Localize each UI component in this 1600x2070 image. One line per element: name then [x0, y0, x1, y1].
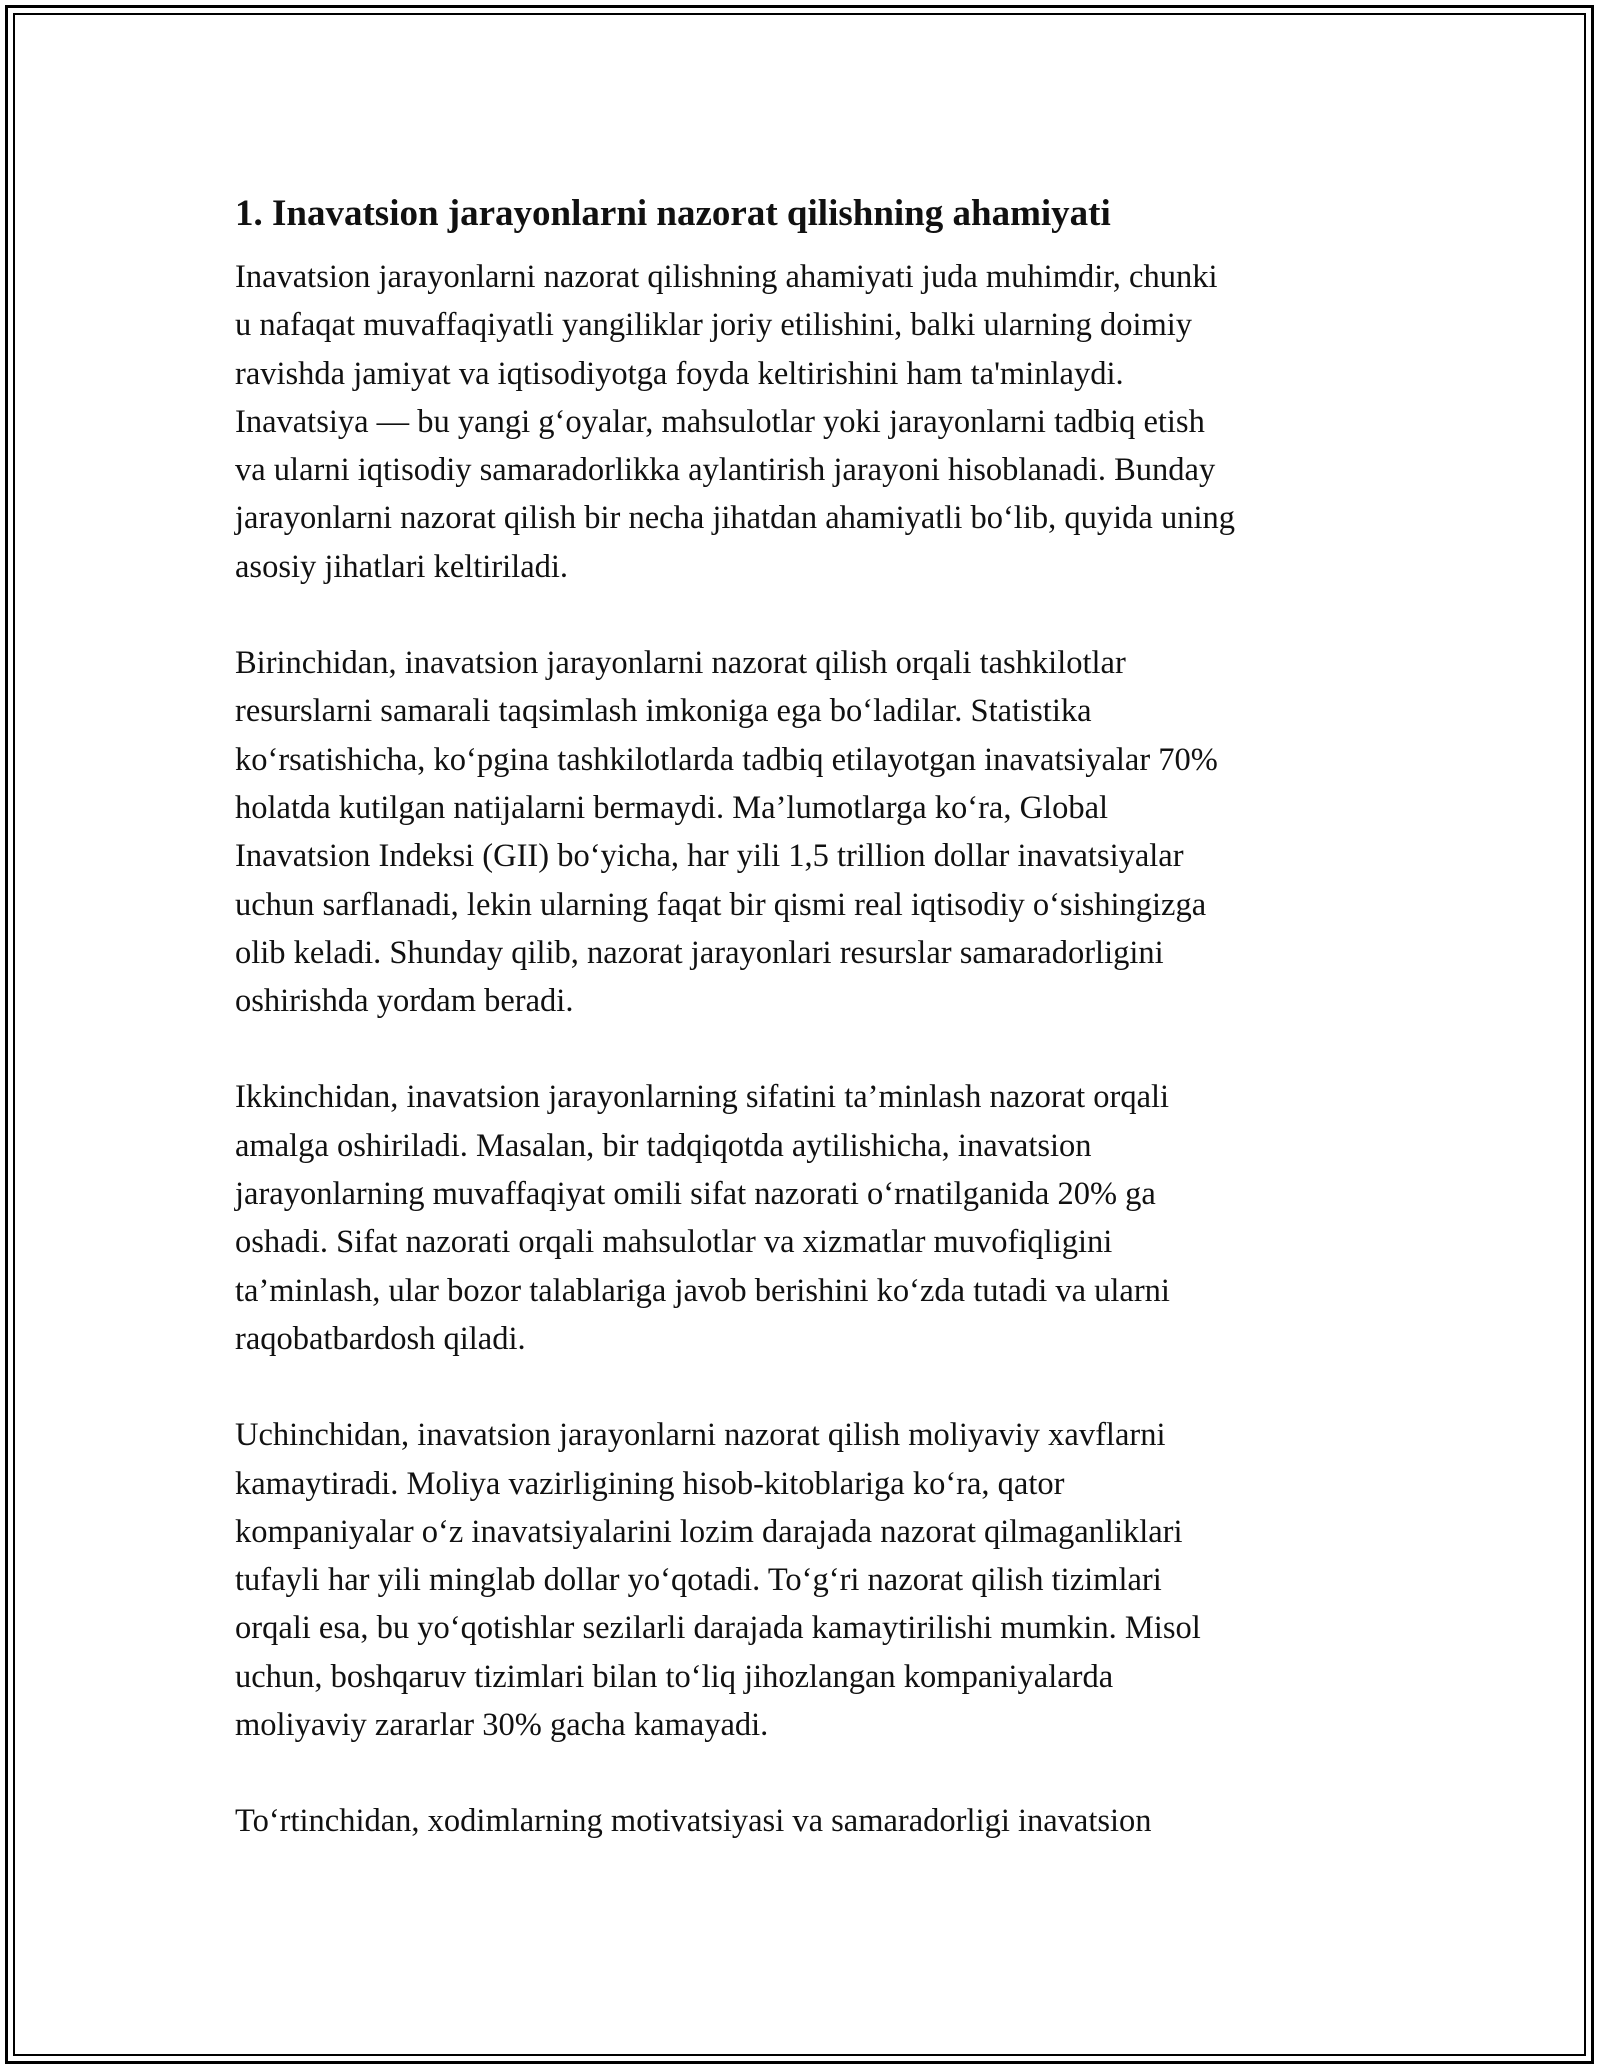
- text-line: holatda kutilgan natijalarni bermaydi. Ma’lumotlarga ko‘ra, Global: [235, 789, 1109, 826]
- text-line: kompaniyalar o‘z inavatsiyalarini lozim darajada nazorat qilmaganliklari: [235, 1513, 1183, 1550]
- paragraph-fourth-point: [235, 1797, 1385, 1845]
- text-line: resurslarni samarali taqsimlash imkoniga ega bo‘ladilar. Statistika: [235, 693, 1092, 730]
- paragraph-first-point: [235, 639, 1385, 1025]
- text-line: asosiy jihatlari keltiriladi.: [235, 548, 569, 585]
- text-line: moliyaviy zararlar 30% gacha kamayadi.: [235, 1707, 769, 1744]
- text-line: Ikkinchidan, inavatsion jarayonlarning sifatini ta’minlash nazorat orqali: [235, 1079, 1170, 1116]
- document-body: [235, 185, 1385, 1846]
- text-line: ko‘rsatishicha, ko‘pgina tashkilotlarda tadbiq etilayotgan inavatsiyalar 70%: [235, 741, 1218, 778]
- text-line: ravishda jamiyat va iqtisodiyotga foyda keltirishini ham ta'minlaydi.: [235, 355, 1124, 392]
- text-line: Inavatsion Indeksi (GII) bo‘yicha, har yili 1,5 trillion dollar inavatsiyalar: [235, 838, 1184, 875]
- text-line: jarayonlarni nazorat qilish bir necha jihatdan ahamiyatli bo‘lib, quyida uning: [235, 500, 1235, 537]
- text-line: raqobatbardosh qiladi.: [235, 1320, 526, 1357]
- text-line: olib keladi. Shunday qilib, nazorat jarayonlari resurslar samaradorligini: [235, 934, 1164, 971]
- paragraph-second-point: [235, 1073, 1385, 1363]
- text-line: To‘rtinchidan, xodimlarning motivatsiyasi va samaradorligi inavatsion: [235, 1803, 1152, 1840]
- text-line: uchun sarflanadi, lekin ularning faqat bir qismi real iqtisodiy o‘sishingizga: [235, 886, 1207, 923]
- text-line: tufayli har yili minglab dollar yo‘qotadi. To‘g‘ri nazorat qilish tizimlari: [235, 1562, 1162, 1599]
- text-line: Uchinchidan, inavatsion jarayonlarni nazorat qilish moliyaviy xavflarni: [235, 1417, 1166, 1454]
- text-line: amalga oshiriladi. Masalan, bir tadqiqotda aytilishicha, inavatsion: [235, 1127, 1092, 1164]
- text-line: Inavatsion jarayonlarni nazorat qilishning ahamiyati juda muhimdir, chunki: [235, 259, 1218, 295]
- paragraph-third-point: [235, 1411, 1385, 1749]
- text-line: Birinchidan, inavatsion jarayonlarni nazorat qilish orqali tashkilotlar: [235, 645, 1126, 682]
- text-line: oshirishda yordam beradi.: [235, 983, 574, 1020]
- text-line: u nafaqat muvaffaqiyatli yangiliklar joriy etilishini, balki ularning doimiy: [235, 307, 1193, 344]
- text-line: jarayonlarning muvaffaqiyat omili sifat nazorati o‘rnatilganida 20% ga: [235, 1176, 1156, 1213]
- text-line: oshadi. Sifat nazorati orqali mahsulotlar va xizmatlar muvofiqligini: [235, 1224, 1113, 1261]
- paragraph-intro: [235, 253, 1385, 591]
- section-heading: 1. Inavatsion jarayonlarni nazorat qilishning ahamiyati: [235, 193, 1111, 234]
- text-line: orqali esa, bu yo‘qotishlar sezilarli darajada kamaytirilishi mumkin. Misol: [235, 1610, 1201, 1647]
- text-line: uchun, boshqaruv tizimlari bilan to‘liq jihozlangan kompaniyalarda: [235, 1658, 1114, 1695]
- text-line: ta’minlash, ular bozor talablariga javob berishini ko‘zda tutadi va ularni: [235, 1272, 1170, 1309]
- text-line: Inavatsiya — bu yangi g‘oyalar, mahsulotlar yoki jarayonlarni tadbiq etish: [235, 403, 1205, 440]
- text-line: kamaytiradi. Moliya vazirligining hisob-kitoblariga ko‘ra, qator: [235, 1465, 1065, 1502]
- text-line: va ularni iqtisodiy samaradorlikka aylantirish jarayoni hisoblanadi. Bunday: [235, 452, 1216, 489]
